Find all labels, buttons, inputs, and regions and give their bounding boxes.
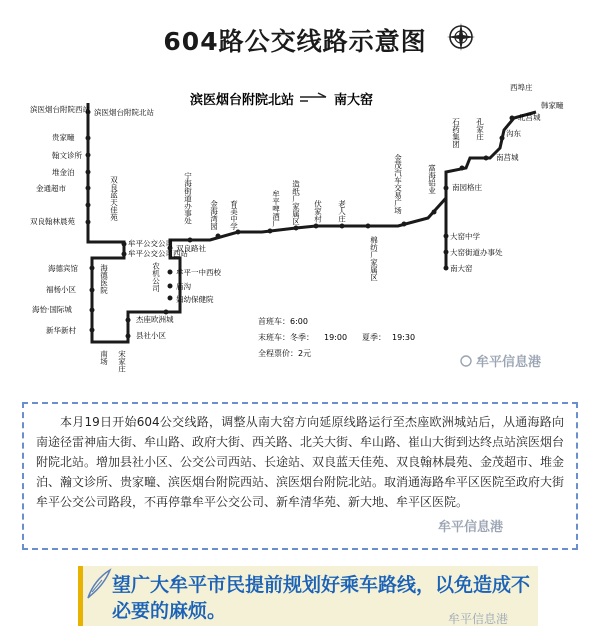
schedule-fare: 全程票价：2元 bbox=[258, 349, 312, 358]
page-title: 604路公交线路示意图 bbox=[163, 27, 427, 56]
banner-text: 望广大牟平市民提前规划好乘车路线，以免造成不必要的麻烦。 bbox=[112, 574, 531, 622]
stop-label: 杰座欧洲城 bbox=[136, 315, 174, 324]
notice-text: 本月19日开始604公交线路，调整从南大窑方向延原线路运行至杰座欧洲城站后，从通海路向南途径雷神庙大街、牟山路、政府大街、西关路、北关大街、牟山路、崔山大街到达终点站滨医烟台附院北站。增加县社小区、公交公司西站、长途站、双良蓝天佳苑、双良翰林晨苑、金茂超市、堆金泊、瀚文诊所、贵家疃、滨医烟台附院西站、滨医烟台附院北站。取消通海路牟平区医院至政府大街牟平公交公司路段，不再停靠牟平公交公司、新牟清华苑、新大地、牟平区医院。 bbox=[22, 402, 578, 550]
schedule-first: 首班车：6:00 bbox=[258, 317, 308, 326]
stop-label: 翰文诊所 bbox=[52, 151, 82, 160]
stop-label-vertical: 双良蓝天佳苑 bbox=[109, 176, 119, 221]
stop-label: 西埠庄 bbox=[510, 83, 533, 92]
stop-label: 堆金泊 bbox=[52, 168, 75, 177]
stop-label: 双良翰林晨苑 bbox=[30, 217, 75, 226]
stop-label: 妇幼保健院 bbox=[176, 295, 214, 304]
stop-label: 庙沟 bbox=[176, 282, 191, 291]
stop-label-vertical: 棉纺厂家属区 bbox=[369, 236, 379, 281]
stop-label-vertical: 伏家村 bbox=[313, 200, 323, 223]
stop-label: 牟平公交公司 bbox=[128, 239, 173, 248]
stop-label-vertical: 宁海街道办事处 bbox=[183, 172, 193, 225]
stop-label: 韩家疃 bbox=[541, 101, 564, 110]
stop-label: 沟东 bbox=[506, 129, 521, 138]
stop-label-vertical: 金茂汽车交易广场 bbox=[393, 154, 403, 214]
schedule-last: 末班车：冬季： bbox=[258, 333, 314, 342]
stop-label-vertical: 石药集团 bbox=[451, 118, 461, 148]
quill-icon bbox=[82, 566, 114, 602]
stop-label: 南大窑 bbox=[450, 264, 473, 273]
stop-label-vertical: 牟平啤酒厂 bbox=[271, 190, 281, 228]
stop-label-vertical: 富海铝业 bbox=[427, 164, 437, 194]
stop-label: 福杨小区 bbox=[46, 285, 76, 294]
stop-label: 海怡·国际城 bbox=[32, 305, 72, 314]
watermark-3: 牟平信息港 bbox=[448, 612, 509, 626]
stop-label-vertical: 老人庄 bbox=[337, 200, 347, 223]
stop-label: 大窑中学 bbox=[450, 232, 480, 241]
watermark-1 bbox=[461, 354, 541, 370]
stop-label-vertical: 金海湾园 bbox=[209, 200, 219, 230]
stop-label-vertical: 造纸厂家属区 bbox=[291, 180, 301, 225]
stop-label: 南莒城 bbox=[496, 153, 519, 162]
stop-label: 贵家疃 bbox=[52, 133, 75, 142]
schedule-last-summer: 19:30 bbox=[392, 333, 416, 342]
stop-label: 海德宾馆 bbox=[48, 264, 78, 273]
stop-label: 新华新村 bbox=[46, 326, 76, 335]
svg-text:牟平信息港: 牟平信息港 bbox=[476, 355, 542, 370]
stop-label: 双良路社 bbox=[176, 244, 206, 253]
stop-label-vertical: 宋家庄 bbox=[117, 350, 127, 373]
schedule-last-winter: 19:00 bbox=[324, 333, 348, 342]
stop-label-vertical: 农机公司 bbox=[151, 262, 161, 292]
stop-label-vertical: 育美中学 bbox=[229, 200, 239, 230]
stop-label: 金通超市 bbox=[36, 184, 66, 193]
route-line bbox=[88, 103, 536, 342]
watermark-2: 牟平信息港 bbox=[438, 520, 504, 535]
stop-label-vertical: 孔家庄 bbox=[475, 118, 485, 141]
stop-label: 牟平一中西校 bbox=[176, 268, 221, 277]
stop-label-vertical: 南场 bbox=[99, 350, 109, 365]
direction-arrows-icon bbox=[300, 93, 326, 101]
stop-label: 滨医烟台附院北站 bbox=[94, 108, 154, 117]
schedule-summer-label: 夏季： bbox=[362, 333, 386, 342]
direction-to: 南大窑 bbox=[334, 93, 374, 108]
stop-label-vertical: 海德医院 bbox=[99, 264, 109, 294]
stop-label: 南园格庄 bbox=[452, 183, 482, 192]
stop-label: 滨医烟台附院西站 bbox=[30, 105, 90, 114]
stop-label: 牟平公交公司西站 bbox=[128, 249, 188, 258]
stop-label: 大窑街道办事处 bbox=[450, 248, 503, 257]
stop-label: 北莒城 bbox=[518, 113, 541, 122]
stop-label: 县社小区 bbox=[136, 331, 166, 340]
direction-from: 滨医烟台附院北站 bbox=[190, 93, 295, 108]
